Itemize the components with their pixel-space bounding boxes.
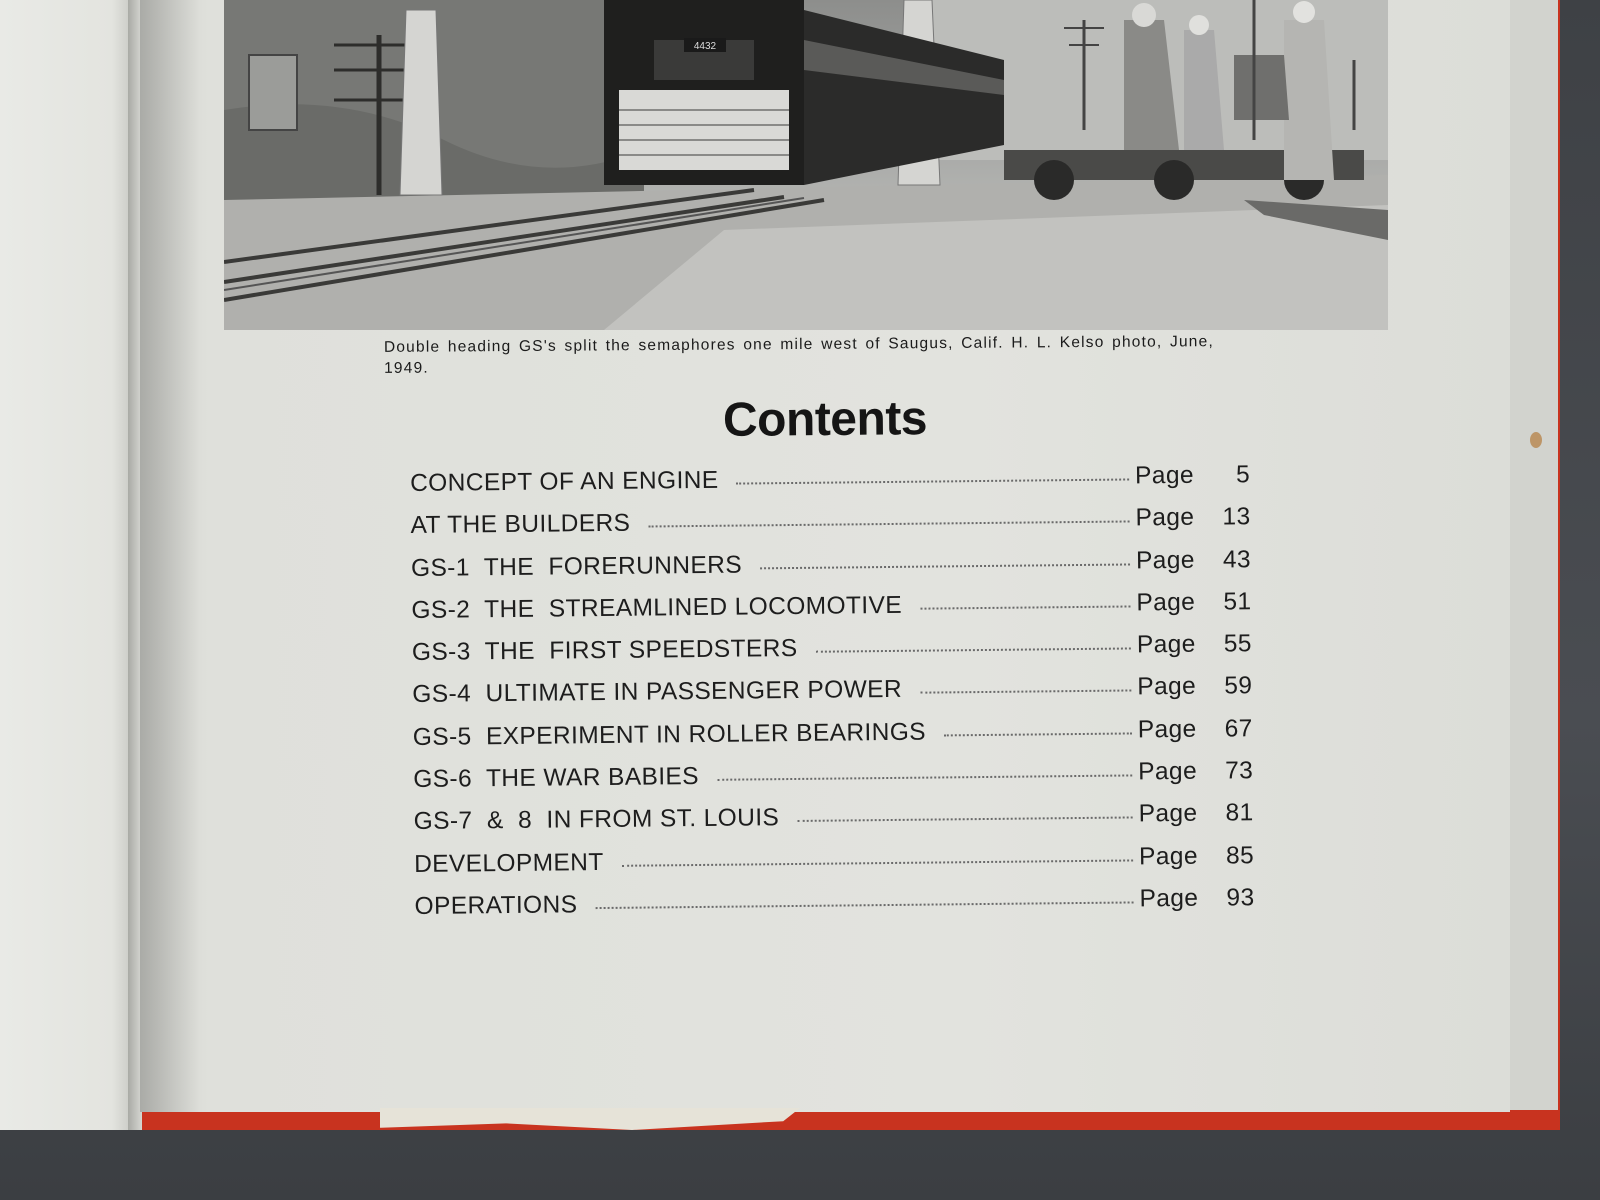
page-word: Page <box>1134 461 1195 490</box>
toc-entry-label: GS-6 THE WAR BABIES <box>413 763 700 794</box>
page-number: 13 <box>1222 503 1251 531</box>
toc-entry-label: GS-3 THE FIRST SPEEDSTERS <box>411 635 798 667</box>
toc-entry-label: AT THE BUILDERS <box>410 509 631 540</box>
page-number: 43 <box>1222 545 1252 574</box>
toc-entry-label: GS-4 ULTIMATE IN PASSENGER POWER <box>412 676 903 709</box>
table-of-contents <box>410 461 1255 935</box>
dot-leader <box>797 817 1132 823</box>
page-word: Page <box>1138 842 1199 871</box>
train-photograph <box>224 0 1388 330</box>
photo-caption: Double heading GS's split the semaphores one mile west of Saugus, Calif. H. L. Kelso photo, June, 1949. <box>383 333 1214 377</box>
left-page <box>0 0 140 1130</box>
dot-leader <box>816 648 1131 653</box>
page-stain <box>1530 432 1542 448</box>
contents-title: Contents <box>722 392 928 447</box>
engine-number: 4432 <box>693 41 717 52</box>
page-word: Page <box>1137 673 1197 701</box>
dot-leader <box>760 563 1130 569</box>
page-word: Page <box>1138 757 1198 786</box>
dot-leader <box>737 478 1130 484</box>
dot-leader <box>920 690 1131 694</box>
dot-leader <box>944 732 1132 736</box>
page-number: 81 <box>1225 799 1254 827</box>
dot-leader <box>920 605 1130 609</box>
page-number: 5 <box>1235 461 1251 489</box>
dot-leader <box>717 775 1132 781</box>
page-number: 55 <box>1223 630 1253 658</box>
page-number: 67 <box>1224 714 1253 743</box>
dot-leader <box>622 859 1133 866</box>
gutter-shadow <box>140 0 200 1112</box>
toc-entry-label: GS-1 THE FORERUNNERS <box>410 551 743 582</box>
page-word: Page <box>1135 546 1195 574</box>
toc-entry-label: CONCEPT OF AN ENGINE <box>410 466 719 497</box>
page-word: Page <box>1139 884 1199 913</box>
page-number: 93 <box>1226 884 1255 912</box>
page-number: 73 <box>1224 757 1254 785</box>
dot-leader <box>595 901 1133 909</box>
page-number: 85 <box>1225 841 1255 870</box>
toc-entry-label: OPERATIONS <box>414 891 578 920</box>
page-word: Page <box>1136 588 1196 617</box>
page-number: 51 <box>1223 588 1252 616</box>
page-number: 59 <box>1224 672 1253 700</box>
page-word: Page <box>1136 630 1196 659</box>
toc-entry-label: DEVELOPMENT <box>413 848 604 878</box>
dot-leader <box>648 521 1129 528</box>
toc-row <box>414 884 1254 935</box>
page-word: Page <box>1135 504 1195 532</box>
page-word: Page <box>1137 715 1197 744</box>
page-word: Page <box>1138 800 1198 828</box>
toc-entry-label: GS-2 THE STREAMLINED LOCOMOTIVE <box>411 591 903 624</box>
toc-entry-label: GS-7 & 8 IN FROM ST. LOUIS <box>413 804 780 836</box>
toc-entry-label: GS-5 EXPERIMENT IN ROLLER BEARINGS <box>412 718 927 751</box>
